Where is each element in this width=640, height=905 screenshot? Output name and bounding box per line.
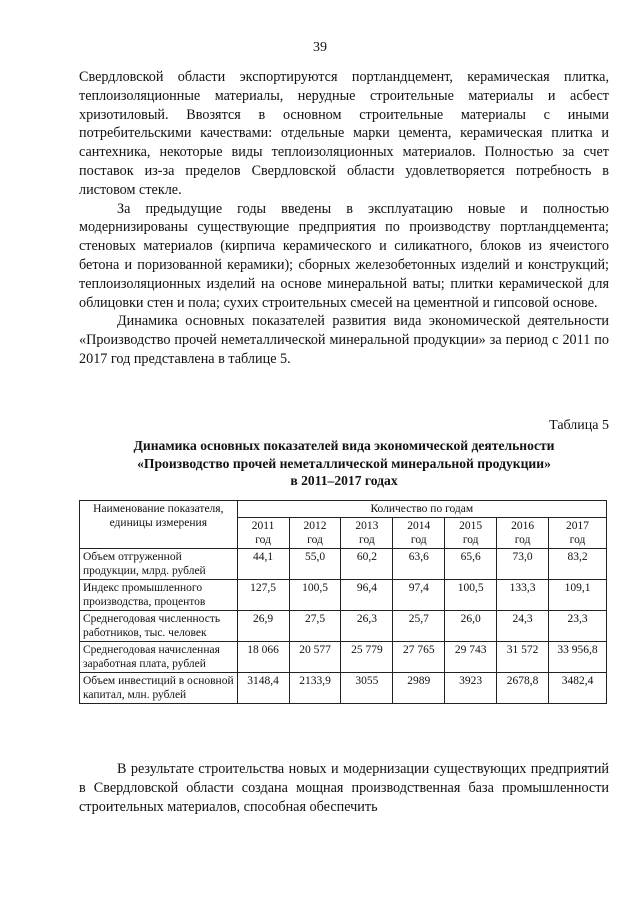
page-number: 39 xyxy=(313,40,327,55)
indicator-value: 24,3 xyxy=(497,611,549,642)
header-year-unit: год xyxy=(410,534,427,546)
header-year-value: 2014 xyxy=(407,520,431,532)
header-year-value: 2013 xyxy=(355,520,379,532)
header-year-value: 2016 xyxy=(511,520,535,532)
header-indicator-name: Наименование показателя, единицы измерения xyxy=(80,501,238,549)
header-year-unit: год xyxy=(255,534,271,546)
table-label: Таблица 5 xyxy=(549,418,609,433)
header-year-unit: год xyxy=(307,534,323,546)
header-years-group: Количество по годам xyxy=(237,501,606,518)
indicator-value: 33 956,8 xyxy=(549,642,607,673)
indicator-value: 65,6 xyxy=(445,549,497,580)
table-title-line: «Производство прочей неметаллической минеральной продукции» xyxy=(137,455,551,471)
header-year-value: 2011 xyxy=(251,520,275,532)
table-title-line: Динамика основных показателей вида экономической деятельности xyxy=(133,438,555,453)
indicator-value: 83,2 xyxy=(549,549,607,580)
indicator-value: 18 066 xyxy=(237,642,289,673)
header-year xyxy=(237,518,289,549)
indicator-value: 26,9 xyxy=(237,611,289,642)
indicator-value: 3482,4 xyxy=(549,673,607,704)
indicator-value: 2133,9 xyxy=(289,673,341,704)
indicator-value: 29 743 xyxy=(445,642,497,673)
indicator-value: 3923 xyxy=(445,673,497,704)
paragraph-dynamics: Динамика основных показателей развития вида экономической деятельности «Производство прочей неметаллической минеральной продукции» за период с 2011 по 2017 год представлена в таблице 5. xyxy=(79,313,609,367)
header-year-unit: год xyxy=(359,534,375,546)
indicator-name: Объем отгруженной продукции, млрд. рублей xyxy=(80,549,238,580)
indicator-value: 3055 xyxy=(341,673,393,704)
header-year xyxy=(289,518,341,549)
header-year xyxy=(497,518,549,549)
bottom-text-block xyxy=(79,760,609,816)
indicator-value: 27,5 xyxy=(289,611,341,642)
paragraph-modernization: За предыдущие годы введены в эксплуатацию новые и полностью модернизированы существующие предприятия по производству портландцемента; стеновых материалов (кирпича керамического и силикатного, блоков из ячеистого бетона и поризованной керамики); сборных железобетонных изделий и конструкций; теплоизоляционных изделий на основе минеральной ваты; плитки керамической для облицовки стен и пола; сухих строительных смесей на цементной и гипсовой основе. xyxy=(79,200,609,311)
indicator-value: 25 779 xyxy=(341,642,393,673)
header-year-unit: год xyxy=(462,534,479,546)
indicator-value: 2989 xyxy=(393,673,445,704)
indicator-value: 60,2 xyxy=(341,549,393,580)
indicator-value: 96,4 xyxy=(341,580,393,611)
header-year xyxy=(549,518,607,549)
indicators-table xyxy=(79,500,607,704)
header-year-unit: год xyxy=(514,534,531,546)
indicator-value: 25,7 xyxy=(393,611,445,642)
indicator-name: Объем инвестиций в основной капитал, млн. рублей xyxy=(80,673,238,704)
top-text-block xyxy=(79,68,609,369)
paragraph-exports: Свердловской области экспортируются портландцемент, керамическая плитка, теплоизоляционные материалы, нерудные строительные материалы и асбест хризотиловый. Ввозятся в основном строительные материалы с иными потребительскими качествами: отдельные марки цемента, керамическая плитка и сантехника, некоторые виды теплоизоляционных материалов. Полностью за счет поставок из-за пределов Свердловской области удовлетворяется потребность в листовом стекле. xyxy=(79,69,609,198)
header-year xyxy=(341,518,393,549)
header-year-value: 2012 xyxy=(303,520,327,532)
indicator-value: 2678,8 xyxy=(497,673,549,704)
indicator-value: 97,4 xyxy=(393,580,445,611)
indicator-value: 63,6 xyxy=(393,549,445,580)
indicator-name: Среднегодовая начисленная заработная плата, рублей xyxy=(80,642,238,673)
indicator-value: 133,3 xyxy=(497,580,549,611)
header-year xyxy=(445,518,497,549)
indicator-value: 23,3 xyxy=(549,611,607,642)
table-title-line: в 2011–2017 годах xyxy=(290,473,398,488)
indicator-value: 55,0 xyxy=(289,549,341,580)
indicator-value: 31 572 xyxy=(497,642,549,673)
header-year-value: 2015 xyxy=(459,520,483,532)
indicator-value: 27 765 xyxy=(393,642,445,673)
table-row xyxy=(80,580,607,611)
header-year-value: 2017 xyxy=(566,520,590,532)
table-row xyxy=(80,642,607,673)
paragraph-result: В результате строительства новых и модернизации существующих предприятий в Свердловской области создана мощная производственная база промышленности строительных материалов, способная обеспечить xyxy=(79,761,609,815)
indicator-value: 73,0 xyxy=(497,549,549,580)
indicator-name: Индекс промышленного производства, процентов xyxy=(80,580,238,611)
header-year xyxy=(393,518,445,549)
indicator-value: 20 577 xyxy=(289,642,341,673)
table-row xyxy=(80,611,607,642)
indicator-value: 44,1 xyxy=(237,549,289,580)
header-year-unit: год xyxy=(569,534,586,546)
indicator-value: 26,0 xyxy=(445,611,497,642)
indicator-value: 3148,4 xyxy=(237,673,289,704)
indicator-value: 100,5 xyxy=(289,580,341,611)
indicator-value: 127,5 xyxy=(237,580,289,611)
indicator-value: 26,3 xyxy=(341,611,393,642)
table-row xyxy=(80,673,607,704)
indicator-name: Среднегодовая численность работников, тыс. человек xyxy=(80,611,238,642)
table-row xyxy=(80,549,607,580)
indicator-value: 109,1 xyxy=(549,580,607,611)
table-title xyxy=(79,437,609,490)
indicator-value: 100,5 xyxy=(445,580,497,611)
